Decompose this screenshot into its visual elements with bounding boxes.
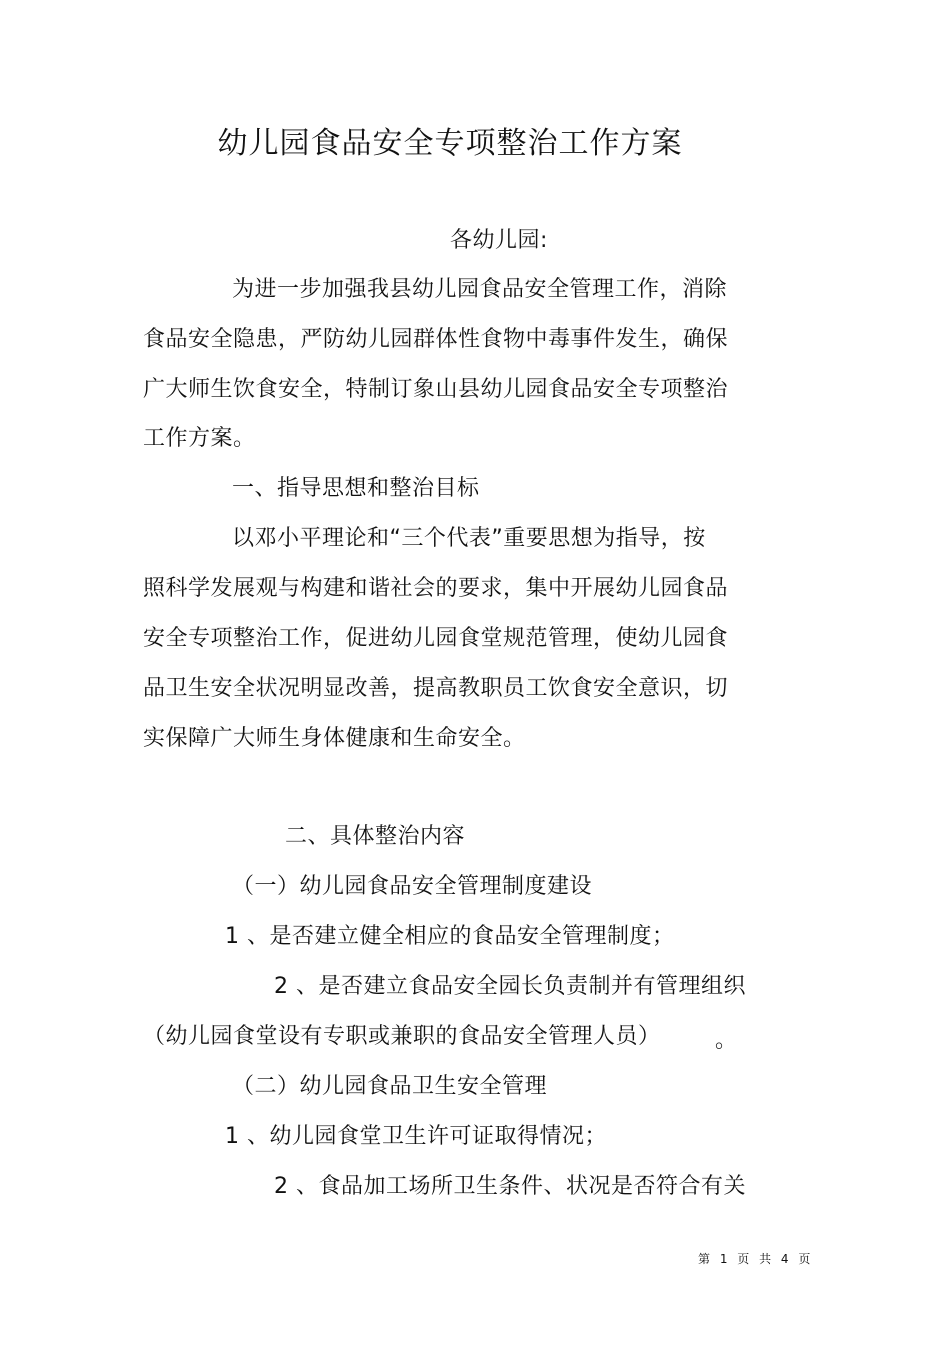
- document-title: 幼儿园食品安全专项整治工作方案: [217, 126, 683, 161]
- paragraph-line: 工作方案。: [143, 426, 256, 451]
- paragraph-line: 安全专项整治工作，促进幼儿园食堂规范管理，使幼儿园食: [143, 626, 729, 651]
- paragraph-line: 照科学发展观与构建和谐社会的要求，集中开展幼儿园食品: [143, 576, 729, 601]
- paragraph-line: 广大师生饮食安全，特制订象山县幼儿园食品安全专项整治: [143, 377, 729, 402]
- list-item: 2 、食品加工场所卫生条件、状况是否符合有关: [274, 1174, 746, 1199]
- subsection-heading: （一）幼儿园食品安全管理制度建设: [232, 874, 593, 899]
- trailing-period: 。: [715, 1028, 738, 1053]
- paragraph-line: 食品安全隐患，严防幼儿园群体性食物中毒事件发生，确保: [143, 327, 729, 352]
- page-number-footer: 第 1 页 共 4 页: [698, 1252, 814, 1266]
- paragraph-line: （幼儿园食堂设有专职或兼职的食品安全管理人员）: [143, 1024, 661, 1049]
- salutation: 各幼儿园:: [450, 228, 548, 253]
- list-item: 2 、是否建立食品安全园长负责制并有管理组织: [274, 974, 746, 999]
- section-heading: 二、具体整治内容: [285, 824, 466, 849]
- paragraph-line: 品卫生安全状况明显改善，提高教职员工饮食安全意识，切: [143, 676, 729, 701]
- section-heading: 一、指导思想和整治目标: [232, 476, 480, 501]
- list-item: 1 、幼儿园食堂卫生许可证取得情况；: [225, 1124, 607, 1149]
- paragraph-line: 为进一步加强我县幼儿园食品安全管理工作，消除: [232, 277, 728, 302]
- list-item: 1 、是否建立健全相应的食品安全管理制度；: [225, 924, 675, 949]
- paragraph-line: 实保障广大师生身体健康和生命安全。: [143, 726, 526, 751]
- paragraph-line: 以邓小平理论和“三个代表”重要思想为指导，按: [232, 526, 706, 551]
- subsection-heading: （二）幼儿园食品卫生安全管理: [232, 1074, 548, 1099]
